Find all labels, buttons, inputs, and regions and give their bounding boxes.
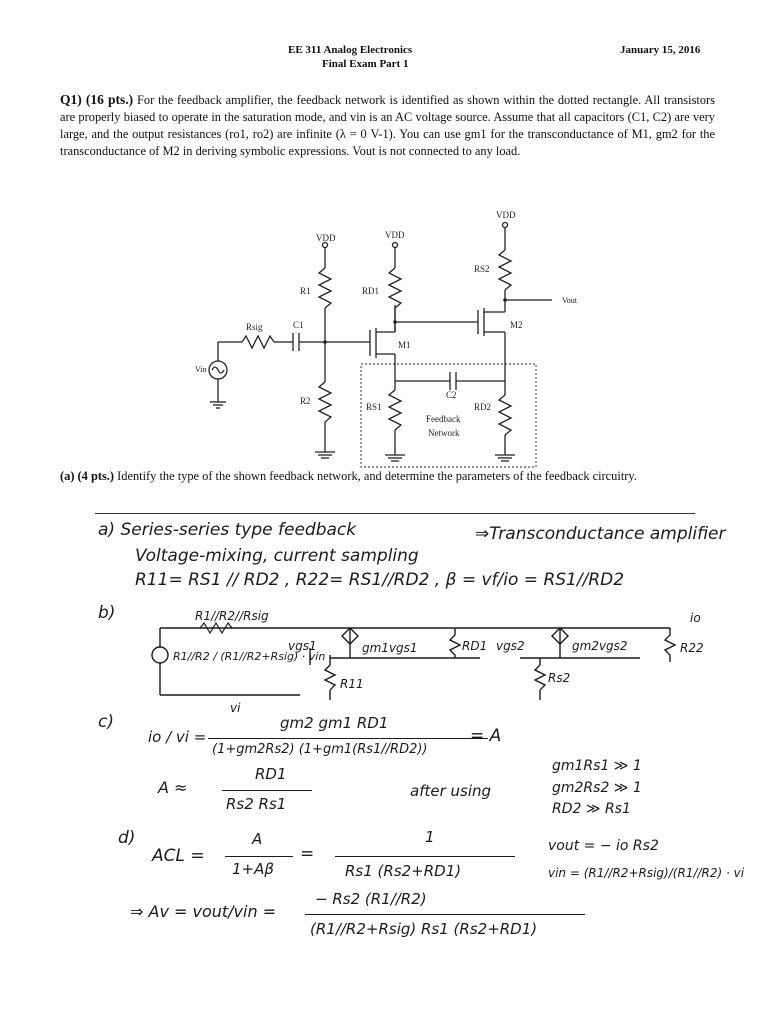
c-approx-lhs: A ≈ <box>158 778 188 797</box>
rs2-label: RS2 <box>474 264 490 274</box>
vout-label: Vout <box>562 296 577 305</box>
d-denominator-2: Rs1 (Rs2+RD1) <box>345 862 462 880</box>
part-a-block <box>60 468 715 485</box>
course-title: EE 311 Analog Electronics <box>288 44 413 56</box>
c-denominator: (1+gm2Rs2) (1+gm1(Rs1//RD2)) <box>212 742 428 757</box>
r2-label: R2 <box>300 396 311 406</box>
d-equals: = <box>300 844 315 864</box>
c2-label: C2 <box>446 390 457 400</box>
vin-label: Vin <box>195 365 207 374</box>
answer-b-label: b) <box>98 603 116 623</box>
answer-a-line1: a) Series-series type feedback <box>98 520 357 540</box>
circuit-diagram <box>0 200 768 490</box>
b-io-label: io <box>690 611 701 625</box>
c-after-using: after using <box>410 782 492 800</box>
c-lhs: io / vi = <box>148 728 207 746</box>
b-top-label: R1//R2//Rsig <box>195 609 269 623</box>
d-vin: vin = (R1//R2+Rsig)/(R1//R2) · vi <box>548 866 745 880</box>
d-vout: vout = − io Rs2 <box>548 838 659 854</box>
b-r22-label: R22 <box>680 641 704 655</box>
question-number: Q1) (16 pts.) <box>60 92 134 107</box>
d-acl: ACL = <box>152 846 205 866</box>
vdd-label-3: VDD <box>496 210 516 220</box>
part-a-text: Identify the type of the shown feedback network, and determine the parameters of the feedback circuitry. <box>117 469 637 483</box>
r1-label: R1 <box>300 286 311 296</box>
b-r11-label: R11 <box>340 677 364 691</box>
b-gm2-label: gm2vgs2 <box>572 639 628 653</box>
c-condition-2: gm2Rs2 ≫ 1 <box>552 780 642 796</box>
b-source-label: R1//R2 / (R1//R2+Rsig) · vin <box>173 650 326 663</box>
d-numerator-3: − Rs2 (R1//R2) <box>315 890 427 908</box>
answer-a-arrow: ⇒Transconductance amplifier <box>475 524 726 544</box>
rd1-label: RD1 <box>362 286 380 296</box>
c-numerator: gm2 gm1 RD1 <box>280 714 389 732</box>
exam-title: Final Exam Part 1 <box>322 58 409 70</box>
part-a-label: (a) (4 pts.) <box>60 469 115 483</box>
vdd-label-2: VDD <box>385 230 405 240</box>
b-rs2-label: Rs2 <box>548 671 571 685</box>
rs1-label: RS1 <box>366 402 382 412</box>
c-rhs: = A <box>470 726 502 746</box>
answer-d-label: d) <box>118 828 136 848</box>
c-approx-bar <box>222 790 312 791</box>
separator-line <box>95 513 695 514</box>
answer-c-label: c) <box>98 712 114 732</box>
m2-label: M2 <box>510 320 523 330</box>
question-text: For the feedback amplifier, the feedback network is identified as shown within the dotted rectangle. All transistors are properly biased to operate in the saturation mode, and vin is an AC voltage source. Assume that all capacitors (C1, C2) are very large, and the output resistances (ro1, ro2) are infinite (λ = 0 V-1). You can use gm1 for the transconductance of M1, gm2 for the transconductance of M2 in deriving symbolic expressions. Vout is not connected to any load. <box>60 93 715 158</box>
exam-date: January 15, 2016 <box>620 44 701 56</box>
b-rd1-label: RD1 <box>462 639 488 653</box>
rd2-label: RD2 <box>474 402 492 412</box>
d-denominator-1: 1+Aβ <box>232 860 274 878</box>
answer-a-line2: Voltage-mixing, current sampling <box>135 546 419 566</box>
c-approx-numerator: RD1 <box>255 765 287 783</box>
small-signal-circuit <box>0 605 768 715</box>
rsig-label: Rsig <box>246 322 263 332</box>
feedback-label-2: Network <box>428 428 460 438</box>
d-denominator-3: (R1//R2+Rsig) Rs1 (Rs2+RD1) <box>310 920 538 938</box>
b-vi-label: vi <box>230 701 241 715</box>
d-numerator-1: A <box>252 830 263 848</box>
b-vgs1-label: vgs1 <box>288 639 317 653</box>
c1-label: C1 <box>293 320 304 330</box>
d-av: ⇒ Av = vout/vin = <box>130 902 277 921</box>
d-bar-1 <box>225 856 293 857</box>
feedback-label-1: Feedback <box>426 414 461 424</box>
c-approx-denominator: Rs2 Rs1 <box>226 795 287 813</box>
b-gm1-label: gm1vgs1 <box>362 641 418 655</box>
d-numerator-2: 1 <box>425 828 435 846</box>
vdd-label-1: VDD <box>316 233 336 243</box>
c-condition-3: RD2 ≫ Rs1 <box>552 801 631 817</box>
c-condition-1: gm1Rs1 ≫ 1 <box>552 758 642 774</box>
d-bar-2 <box>335 856 515 857</box>
question-block <box>60 91 715 160</box>
m1-label: M1 <box>398 340 411 350</box>
answer-a-line3: R11= RS1 // RD2 , R22= RS1//RD2 , β = vf/io = RS1//RD2 <box>135 570 625 590</box>
c-fraction-bar <box>208 738 488 739</box>
d-bar-3 <box>305 914 585 915</box>
b-vgs2-label: vgs2 <box>496 639 525 653</box>
